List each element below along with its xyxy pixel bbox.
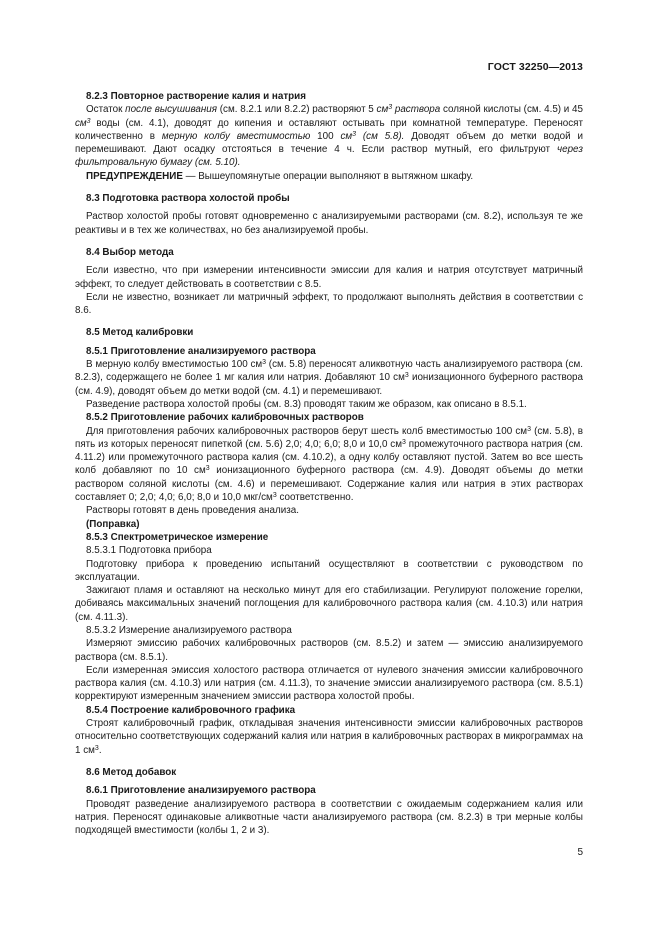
section-8-6-1-paragraph: Проводят разведение анализируемого раствора в соответствии с ожидаемым содержанием калия или натрия. Переносят одинаковые аликвотные части анализируемого раствора (см. 8.2.3) в три мерные колбы подходящей вместимости (колбы 1, 2 и 3).	[75, 798, 583, 837]
amendment-note: (Поправка)	[86, 518, 140, 530]
section-8-5-title: 8.5 Метод калибровки	[86, 327, 194, 339]
section-8-5-3-1-paragraph-2: Зажигают пламя и оставляют на несколько минут для его стабилизации. Регулируют положение горелки, добиваясь максимальных значений поглощения для калибровочного раствора калия (см. 4.10.3) или натрия (см. 4.11.3).	[75, 585, 583, 623]
standard-header: ГОСТ 32250—2013	[487, 61, 583, 73]
section-8-5-3-1-paragraph-1: Подготовку прибора к проведению испытаний осуществляют в соответствии с руководством по эксплуатации.	[75, 558, 583, 583]
section-8-6-1-title: 8.6.1 Приготовление анализируемого раствора	[86, 785, 316, 797]
section-8-5-2-paragraph-1: Для приготовления рабочих калибровочных растворов берут шесть колб вместимостью 100 $см^3$ (см. 5.8), в пять из которых переносят пипеткой (см. 5.6) 2,0; 4,0; 6,0; 8,0 и 10,0 $см^3$ промежуточного раствора натрия (см. 4.11.2) или промежуточного раствора калия (см. 4.10.2), а одну колбу оставляют пустой. Затем во все шесть колб добавляют по 10 $см^3$ ионизационного буферного раствора (см. 4.9). Доводят объемы до метки раствором соляной кислоты (см. 4.6) и перемешивают. Содержание калия или натрия в этих растворах составляет 0; 2,0; 4,0; 6,0; 8,0 и 10,0 мкг/$см^3$ соответственно.	[75, 425, 583, 504]
page-number: 5	[577, 847, 583, 858]
section-8-2-3-paragraph: Остаток после высушивания (см. 8.2.1 или 8.2.2) растворяют 5 $см^3$ раствора соляной кислоты (см. 4.5) и 45 $см^3$ воды (см. 4.1), доводят до кипения и оставляют остывать при комнатной температуре. Переносят количественно в мерную колбу вместимостью 100 $см^3$ (см 5.8). Доводят объем до метки водой и перемешивают. Дают осадку отстояться в течение 4 ч. Если раствор мутный, его фильтруют через фильтровальную бумагу (см. 5.10).	[75, 104, 583, 169]
section-8-4-paragraph-2: Если не известно, возникает ли матричный эффект, то продолжают выполнять действия в соответствии с 8.6.	[75, 291, 583, 317]
section-8-5-2-paragraph-2: Растворы готовят в день проведения анализа.	[86, 505, 299, 517]
section-8-5-1-title: 8.5.1 Приготовление анализируемого раствора	[86, 345, 316, 357]
section-8-6-title: 8.6 Метод добавок	[86, 766, 177, 778]
section-8-3-paragraph: Раствор холостой пробы готовят одновременно с анализируемыми растворами (см. 8.2), используя те же реактивы и в тех же количествах, но без анализируемой пробы.	[75, 211, 583, 236]
section-8-5-4-title: 8.5.4 Построение калибровочного графика	[86, 704, 296, 716]
document-body	[75, 90, 583, 837]
warning-paragraph: ПРЕДУПРЕЖДЕНИЕ — Вышеупомянутые операции выполняют в вытяжном шкафу.	[86, 170, 474, 182]
warning-label: ПРЕДУПРЕЖДЕНИЕ	[86, 170, 183, 182]
section-8-5-2-title: 8.5.2 Приготовление рабочих калибровочных растворов	[86, 412, 364, 424]
section-8-5-4-paragraph: Строят калибровочный график, откладывая значения интенсивности эмиссии калибровочных растворов относительно соответствующих содержаний калия или натрия в калибровочных растворах в микрограммах на 1 $см^3$.	[75, 718, 583, 756]
section-8-5-1-paragraph-2: Разведение раствора холостой пробы (см. 8.3) проводят таким же образом, как описано в 8.5.1.	[86, 398, 527, 410]
section-8-5-3-1-title: 8.5.3.1 Подготовка прибора	[86, 545, 212, 557]
section-8-5-3-title: 8.5.3 Спектрометрическое измерение	[86, 531, 269, 543]
section-8-4-title: 8.4 Выбор метода	[86, 246, 174, 258]
section-8-2-3-title: 8.2.3 Повторное растворение калия и натрия	[86, 91, 306, 102]
section-8-4-paragraph-1: Если известно, что при измерении интенсивности эмиссии для калия и натрия отсутствует матричный эффект, то следует действовать в соответствии с 8.5.	[75, 265, 583, 290]
section-8-5-1-paragraph-1: В мерную колбу вместимостью 100 $см^3$ (см. 5.8) переносят аликвотную часть анализируемого раствора (см. 8.2.3), содержащего не более 1 мг калия или натрия. Добавляют 10 $см^3$ ионизационного буферного раствора (см. 4.9), доводят объем до метки водой (см. 4.1) и перемешивают.	[75, 359, 584, 397]
section-8-5-3-2-paragraph-2: Если измеренная эмиссия холостого раствора отличается от нулевого значения эмиссии калибровочного раствора калия (см. 4.10.3) или натрия (см. 4.11.3), то значение эмиссии анализируемого раствора (см. 8.5.1) корректируют измеренным значением эмиссии раствора холостой пробы.	[75, 664, 583, 703]
section-8-3-title: 8.3 Подготовка раствора холостой пробы	[86, 193, 290, 205]
section-8-5-3-2-title: 8.5.3.2 Измерение анализируемого раствора	[86, 624, 292, 636]
section-8-5-3-2-paragraph-1: Измеряют эмиссию рабочих калибровочных растворов (см. 8.5.2) и затем — эмиссию анализируемого раствора (см. 8.5.1).	[75, 638, 583, 663]
